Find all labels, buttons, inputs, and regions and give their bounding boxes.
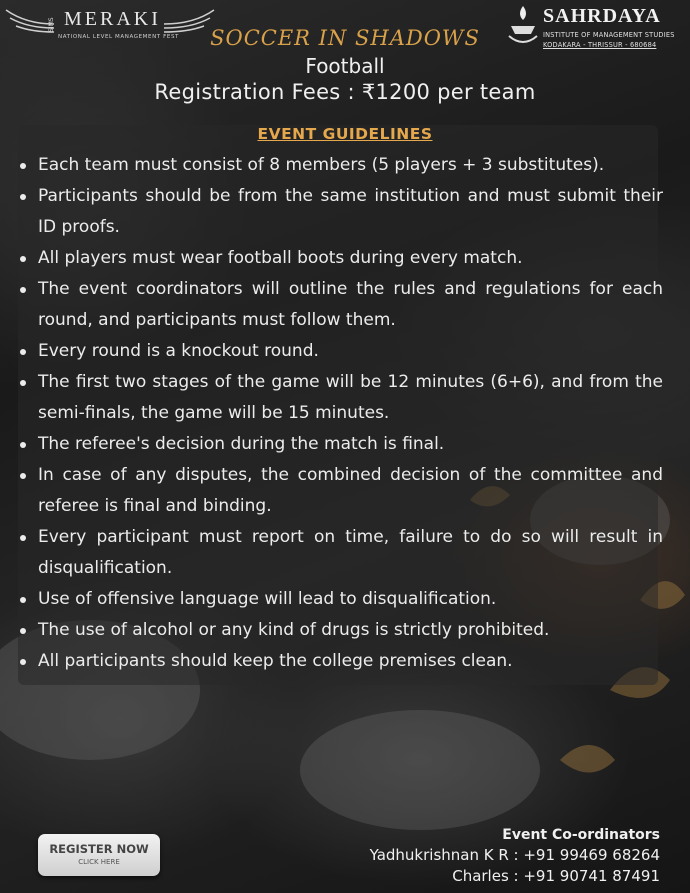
sahrdaya-institute: INSTITUTE OF MANAGEMENT STUDIES bbox=[543, 31, 675, 39]
guideline-item: Every participant must report on time, failure to do so will result in disqualification. bbox=[18, 522, 663, 584]
registration-fees: Registration Fees : ₹1200 per team bbox=[154, 80, 536, 104]
coordinators-heading: Event Co-ordinators bbox=[502, 827, 660, 843]
guideline-item: The event coordinators will outline the rules and regulations for each round, and participants must follow them. bbox=[18, 274, 663, 336]
guideline-item: Participants should be from the same institution and must submit their ID proofs. bbox=[18, 181, 663, 243]
meraki-tagline: NATIONAL LEVEL MANAGEMENT FEST bbox=[58, 34, 179, 40]
guideline-item: Each team must consist of 8 members (5 players + 3 substitutes). bbox=[18, 150, 663, 181]
event-coordinators bbox=[370, 825, 660, 887]
coordinator-contact: Charles : +91 90741 87491 bbox=[452, 867, 660, 885]
event-title: SOCCER IN SHADOWS bbox=[210, 26, 480, 50]
register-now-button[interactable] bbox=[38, 834, 160, 876]
sahrdaya-location: KODAKARA - THRISSUR - 680684 bbox=[543, 41, 657, 49]
sahrdaya-name: SAHRDAYA bbox=[543, 5, 661, 27]
guideline-item: In case of any disputes, the combined decision of the committee and referee is final and binding. bbox=[18, 460, 663, 522]
guideline-item: The first two stages of the game will be 12 minutes (6+6), and from the semi-finals, the game will be 15 minutes. bbox=[18, 367, 663, 429]
guidelines-list bbox=[18, 150, 663, 677]
register-button-label: REGISTER NOW bbox=[49, 842, 149, 856]
event-sport: Football bbox=[305, 54, 385, 78]
meraki-prefix: SIMS bbox=[48, 17, 55, 32]
coordinator-contact: Yadhukrishnan K R : +91 99469 68264 bbox=[369, 846, 660, 864]
register-button-hint: CLICK HERE bbox=[78, 858, 120, 866]
guideline-item: All participants should keep the college premises clean. bbox=[18, 646, 663, 677]
guideline-item: The referee's decision during the match is final. bbox=[18, 429, 663, 460]
guidelines-heading: EVENT GUIDELINES bbox=[257, 125, 433, 143]
guideline-item: The use of alcohol or any kind of drugs is strictly prohibited. bbox=[18, 615, 663, 646]
guideline-item: Every round is a knockout round. bbox=[18, 336, 663, 367]
meraki-wordmark: MERAKI bbox=[64, 8, 161, 30]
guideline-item: Use of offensive language will lead to disqualification. bbox=[18, 584, 663, 615]
guideline-item: All players must wear football boots during every match. bbox=[18, 243, 663, 274]
